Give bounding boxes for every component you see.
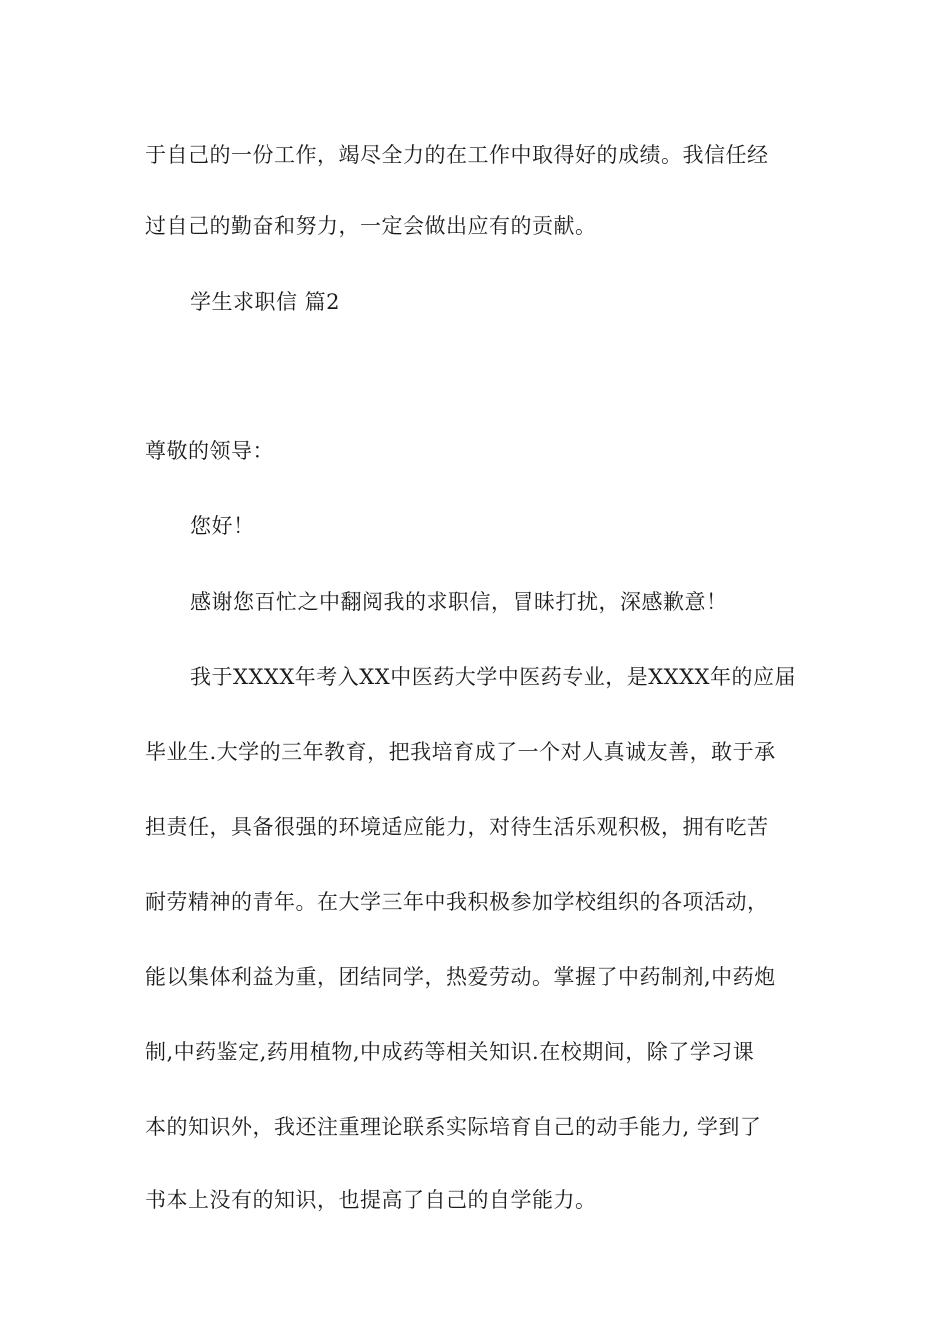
paragraph-line: 制,中药鉴定,药用植物,中成药等相关知识.在校期间，除了学习课: [145, 1040, 755, 1064]
paragraph-line: 毕业生.大学的三年教育，把我培育成了一个对人真诚友善，敢于承: [145, 740, 776, 764]
paragraph-line: 耐劳精神的青年。在大学三年中我积极参加学校组织的各项活动，: [145, 890, 769, 914]
paragraph-line: 我于XXXX年考入XX中医药大学中医药专业，是XXXX年的应届: [190, 665, 796, 689]
paragraph-line: 于自己的一份工作，竭尽全力的在工作中取得好的成绩。我信任经: [145, 143, 769, 167]
paragraph-line: 担责任，具备很强的环境适应能力，对待生活乐观积极，拥有吃苦: [145, 815, 769, 839]
section-heading: 学生求职信 篇2: [190, 290, 341, 314]
paragraph-line: 感谢您百忙之中翻阅我的求职信，冒昧打扰，深感歉意！: [190, 590, 728, 614]
greeting: 您好！: [190, 514, 255, 538]
paragraph-line: 书本上没有的知识，也提高了自己的自学能力。: [145, 1188, 597, 1212]
salutation: 尊敬的领导：: [145, 439, 274, 463]
paragraph-line: 过自己的勤奋和努力，一定会做出应有的贡献。: [145, 214, 597, 238]
paragraph-line: 本的知识外，我还注重理论联系实际培育自己的动手能力, 学到了: [145, 1115, 762, 1139]
paragraph-line: 能以集体利益为重，团结同学，热爱劳动。掌握了中药制剂,中药炮: [145, 965, 776, 989]
